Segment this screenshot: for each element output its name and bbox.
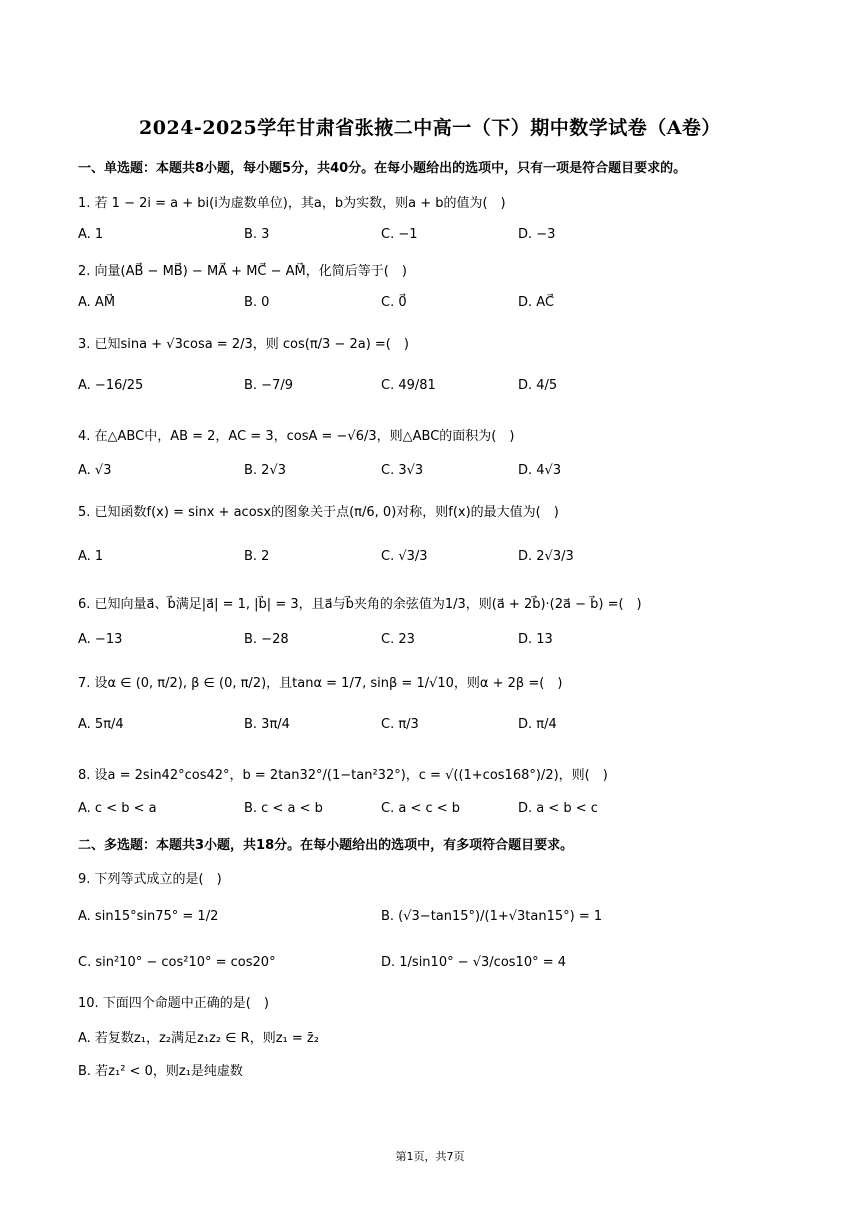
q7-option-b: B. 3π/4 [244, 717, 290, 732]
question-8: 8. 设a = 2sin42°cos42°，b = 2tan32°/(1−tan²32°)，c = √((1+cos168°)/2)，则( ) [78, 768, 608, 783]
section-heading-multi: 二、多选题：本题共3小题，共18分。在每小题给出的选项中，有多项符合题目要求。 [78, 838, 574, 853]
q2-option-c: C. 0⃗ [381, 295, 407, 310]
question-4: 4. 在△ABC中，AB = 2，AC = 3，cosA = −√6/3，则△ABC的面积为( ) [78, 429, 515, 444]
q6-option-c: C. 23 [381, 632, 415, 647]
q1-option-d: D. −3 [518, 227, 556, 242]
q2-option-b: B. 0 [244, 295, 270, 310]
q8-option-b: B. c < a < b [244, 801, 323, 816]
question-7: 7. 设α ∈ (0, π/2), β ∈ (0, π/2)，且tanα = 1/7, sinβ = 1/√10，则α + 2β =( ) [78, 676, 563, 691]
q7-option-c: C. π/3 [381, 717, 419, 732]
q4-option-a: A. √3 [78, 463, 112, 478]
q6-option-a: A. −13 [78, 632, 123, 647]
q2-option-a: A. AM⃗ [78, 295, 116, 310]
q5-option-c: C. √3/3 [381, 549, 428, 564]
question-1: 1. 若 1 − 2i = a + bi(i为虚数单位)，其a，b为实数，则a + b的值为( ) [78, 196, 506, 211]
q3-option-a: A. −16/25 [78, 378, 144, 393]
q1-option-c: C. −1 [381, 227, 418, 242]
q3-option-b: B. −7/9 [244, 378, 293, 393]
q3-option-c: C. 49/81 [381, 378, 436, 393]
q9-option-c: C. sin²10° − cos²10° = cos20° [78, 955, 276, 970]
q4-option-c: C. 3√3 [381, 463, 424, 478]
question-10: 10. 下面四个命题中正确的是( ) [78, 996, 269, 1011]
q3-option-d: D. 4/5 [518, 378, 558, 393]
q1-option-b: B. 3 [244, 227, 270, 242]
page-title: 2024-2025学年甘肃省张掖二中高一（下）期中数学试卷（A卷） [139, 117, 721, 139]
page-number: 第1页，共7页 [395, 1150, 465, 1163]
q5-option-a: A. 1 [78, 549, 104, 564]
q5-option-b: B. 2 [244, 549, 270, 564]
q1-option-a: A. 1 [78, 227, 104, 242]
q8-option-a: A. c < b < a [78, 801, 157, 816]
question-5: 5. 已知函数f(x) = sinx + acosx的图象关于点(π/6, 0)对称，则f(x)的最大值为( ) [78, 505, 559, 520]
q8-option-c: C. a < c < b [381, 801, 461, 816]
q8-option-d: D. a < b < c [518, 801, 598, 816]
q2-option-d: D. AC⃗ [518, 295, 555, 310]
q7-option-a: A. 5π/4 [78, 717, 124, 732]
q9-option-d: D. 1/sin10° − √3/cos10° = 4 [381, 955, 567, 970]
q9-option-a: A. sin15°sin75° = 1/2 [78, 909, 219, 924]
question-9: 9. 下列等式成立的是( ) [78, 872, 222, 887]
question-3: 3. 已知sina + √3cosa = 2/3，则 cos(π/3 − 2a) =( ) [78, 337, 409, 352]
q4-option-b: B. 2√3 [244, 463, 287, 478]
q9-option-b: B. (√3−tan15°)/(1+√3tan15°) = 1 [381, 909, 603, 924]
question-6: 6. 已知向量a⃗、b⃗满足|a⃗| = 1, |b⃗| = 3，且a⃗与b⃗夹角的余弦值为1/3，则(a⃗ + 2b⃗)·(2a⃗ − b⃗) =( ) [78, 597, 642, 612]
q5-option-d: D. 2√3/3 [518, 549, 574, 564]
question-2: 2. 向量(AB⃗ − MB⃗) − MA⃗ + MC⃗ − AM⃗，化简后等于( ) [78, 264, 407, 279]
q6-option-b: B. −28 [244, 632, 289, 647]
q10-option-b: B. 若z₁² < 0，则z₁是纯虚数 [78, 1064, 243, 1079]
q4-option-d: D. 4√3 [518, 463, 562, 478]
q7-option-d: D. π/4 [518, 717, 557, 732]
q10-option-a: A. 若复数z₁，z₂满足z₁z₂ ∈ R，则z₁ = z̄₂ [78, 1031, 319, 1046]
section-heading-single: 一、单选题：本题共8小题，每小题5分，共40分。在每小题给出的选项中，只有一项是符合题目要求的。 [78, 161, 687, 176]
q6-option-d: D. 13 [518, 632, 553, 647]
